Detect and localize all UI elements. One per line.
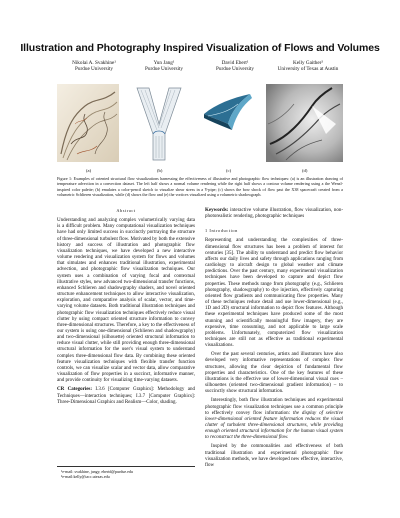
author <box>58 60 130 73</box>
figure-panel-label: (b) <box>157 168 163 173</box>
intro-emphasis: the display of selective lower-dimensional oriented feature information reduces the visual clutter of turbulent three-dimensional structures, while providing enough oriented structural information for the human visual system to reconstruct the three-dimensional flow. <box>205 410 344 441</box>
author-name: David Ebert¹ <box>221 60 249 66</box>
keywords <box>205 208 343 220</box>
author-affiliation: Purdue University <box>216 66 254 73</box>
author <box>272 60 344 73</box>
paper-title: Illustration and Photography Inspired Visualization of Flows and Volumes <box>20 42 380 54</box>
author <box>128 60 200 73</box>
figure-panel-label: (c) <box>226 168 232 173</box>
footnote: ²e-mail:kelly@tacc.utexas.edu <box>61 473 110 479</box>
left-column <box>57 208 195 409</box>
author-affiliation: Purdue University <box>75 66 113 73</box>
cr-categories-text: I.3.6 [Computer Graphics]: Methodology and Techniques—interaction techniques; I.3.7 [Computer Graphics]: Three-Dimensional Graphics and Realism—Color, shading. <box>57 387 195 405</box>
author-name: Yun Jang¹ <box>153 60 175 66</box>
intro-text: Interestingly, both flow illustration techniques and experimental photographic flow visualization techniques use a common principle to effectively convey flow information: <box>205 398 343 416</box>
author <box>199 60 271 73</box>
abstract-heading: Abstract <box>116 208 136 213</box>
figure-panel-label: (d) <box>302 168 308 173</box>
intro-paragraph: Inspired by the commonalities and effectiveness of both traditional illustration and experimental photographic flow visualization methods, we have developed new effective, interactive, flow <box>205 444 343 468</box>
figure-panel-label: (a) <box>86 168 92 173</box>
abstract-text: Understanding and analyzing complex volumetrically varying data is a difficult problem. Many computational visualization techniques have had only limited success in succinctly portraying the structure of three-dimensional turbulent flow. Motivated by both the extensive history and success of illustration and photographic flow visualization techniques, we have developed a new interactive volume rendering and visualization system for flows and volumes that simulates and enhances traditional illustration, experimental advection, and photographic flow visualization techniques. Our system uses a combination of varying focal and contextual illustrative styles, new advanced two-dimensional transfer functions, enhanced Schlieren and shadowgraphy shaders, and novel oriented structure enhancement techniques to allow interactive visualization, exploration, and comparative analysis of scalar, vector, and time-varying volume datasets. Both traditional illustration techniques and photographic flow visualization techniques effectively reduce visual clutter by using compact oriented structure information to convey three-dimensional structures. Therefore, a key to the effectiveness of our system is using one-dimensional (Schlieren and shadowgraphy) and two-dimensional (silhouette) oriented structural information to reduce visual clutter, while still providing enough three-dimensional structural information for the user's visual system to understand complex three-dimensional flow data. By combining these oriented feature visualization techniques with flexible transfer function controls, we can visualize scalar and vector data, allow comparative visualization of flow properties in a succinct, informative manner, and provide continuity for visualizing time-varying datasets. <box>57 218 195 384</box>
author-affiliation: University of Texas at Austin <box>277 66 339 73</box>
cr-categories <box>57 387 195 405</box>
figure-panel-ypipe-sketch <box>129 84 189 162</box>
footnote: ¹e-mail: svakhine, jangy, ebertd@purdue.edu <box>61 468 133 474</box>
introduction-heading: 1 Introduction <box>205 228 238 234</box>
author-name: Kelly Gaither² <box>293 60 323 66</box>
figure-caption: Figure 1: Examples of oriented structural flow visualizations harnessing the effectiveness of illustrative and photographic flow techniques: (a) is an illustration drawing of temperature advection in a convection dataset. The left half shows a normal volume rendering while the right half shows a contour volume rendering using a the Wenzl-inspired color palette; (b) emulates a color-pencil sketch to visualize shear stress in a Y-pipe; (c) shows the bow shock of flow past the X38 spacecraft created from a volumetric Schlieren visualization, while (d) shows the flow and (e) the vortices visualized using a volumetric shadowgraph. <box>57 176 343 198</box>
keywords-text: interactive volume illustration, flow visualization, non-photorealistic rendering, photographic techniques <box>205 208 344 220</box>
keywords-label: Keywords: <box>205 208 229 213</box>
intro-paragraph: Over the past several centuries, artists and illustrators have also developed very informative representations of complex flow structures, allowing the clear depiction of fundamental flow properties and characteristics. One of the key features of these illustrations is the effective use of lower-dimensional visual cues – silhouettes (oriented two-dimensional gradient information) – to succinctly show structural information. <box>205 352 343 395</box>
footnotes <box>57 466 195 479</box>
teaser-figure <box>57 84 343 164</box>
figure-panel-bow-shock <box>198 84 256 162</box>
figure-panel-shadowgraph <box>266 84 343 162</box>
intro-paragraph <box>205 398 343 441</box>
author-name: Nikolai A. Svakhine¹ <box>72 60 116 66</box>
figure-panel-convection-illustration <box>57 84 119 162</box>
author-affiliation: Purdue University <box>145 66 183 73</box>
author-block <box>58 60 348 78</box>
right-column <box>205 208 343 472</box>
cr-categories-label: CR Categories: <box>57 387 93 393</box>
intro-paragraph: Representing and understanding the complexities of three-dimensional flow structures has been a problem of interest for centuries [35]. The ability to understand and predict flow behavior affects our daily lives and safety through applications ranging from cardiology to aircraft design to global weather and climate predictions. Over the past century, many experimental visualization techniques have been developed to capture and depict flow properties. These methods range from photography (e.g., Schlieren photography, shadowgraphy) to dye injection, effectively capturing oriented flow gradients and communicating flow properties. Many of these techniques reduce detail and use lower-dimensional (e.g., 1D and 2D) structural information to depict flow features. Although these experimental techniques have produced some of the most stunning and scientifically meaningful flow imagery, they are expensive, time consuming, and not applicable to large scale problems. Unfortunately, computerized flow visualization techniques are still not as effective as traditional experimental visualizations. <box>205 238 343 349</box>
